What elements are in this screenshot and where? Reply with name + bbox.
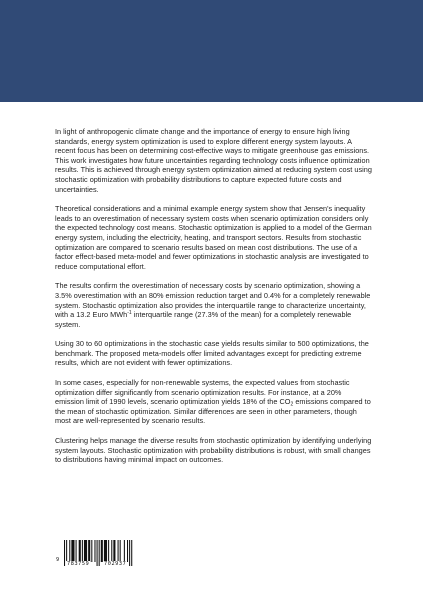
barcode-bar [131,540,132,566]
text-run: interquartile range (27.3% of the mean) for a completely renewable system. [55,310,352,329]
barcode-bar [82,540,83,562]
text-run: emissions compared to the mean of stochastic optimization. Similar differences are seen in other parameters, though most are well-represented by scenario results. [55,397,371,426]
back-cover-abstract [55,127,372,475]
barcode-bar [94,540,95,562]
barcode-bar [120,540,121,562]
subscript: 2 [290,401,294,408]
barcode-bar [108,540,109,562]
barcode-lead-digit: 9 [56,557,60,563]
barcode-bar [124,540,125,562]
barcode-bar [79,540,81,562]
paragraph: Clustering helps manage the diverse results from stochastic optimization by identifying underlying system layouts. Stochastic optimization with probability distributions is robust, with small changes to distributions having minimal impact on outcomes. [55,436,372,465]
barcode-bar [118,540,119,562]
barcode-bar [71,540,74,562]
text-run: The results confirm the overestimation of necessary costs by scenario optimization, showing a 3.5% overestimation with an 80% emission reduction target and 0.4% for a completely renewable system. Stochastic optimization also provides the interquartile range to characterize uncertainty, with a 13.2 Euro MWh [55,281,371,320]
cover-color-band [0,0,423,102]
barcode-bar [129,540,130,566]
paragraph: Using 30 to 60 optimizations in the stochastic case yields results similar to 500 optimizations, the benchmark. The proposed meta-models offer limited advantages except for predicting extreme results, which are not evident with fewer optimizations. [55,339,369,368]
paragraph: In light of anthropogenic climate change and the importance of energy to ensure high living standards, energy system optimization is used to explore different energy system layouts. A recent focus has been on determining cost-effective ways to mitigate greenhouse gas emissions. This work investigates how future uncertainties regarding technology costs influence optimization results. This is achieved through energy system optimization aimed at reducing system cost using stochastic optimization with probability distributions to capture expected future costs and uncertainties. [55,127,372,194]
barcode-bar [97,540,98,566]
paragraph [55,378,372,426]
barcode-bar [69,540,70,562]
barcode-bar [91,540,92,562]
paragraph [55,281,372,329]
barcode-bar [84,540,87,562]
barcode-bar [88,540,90,562]
barcode-bar [99,540,100,566]
superscript: -1 [127,310,132,317]
barcode-bar [76,540,77,562]
barcode-bar [111,540,112,562]
barcode-bar [104,540,107,562]
barcode-bar [64,540,65,566]
barcode-bar [113,540,115,562]
isbn-barcode [56,540,146,568]
paragraph: Theoretical considerations and a minimal example energy system show that Jensen's inequality leads to an overestimation of necessary system costs when scenario optimization considers only the expected technology cost means. Stochastic optimization is applied to a model of the German energy system, including the electricity, heating, and transport sectors. Results from stochastic optimization are compared to scenario results based on mean cost distributions. The use of a factor effect-based meta-model and fewer optimizations in stochastic analysis are investigated to reduce computational effort. [55,204,372,271]
barcode-digits-right: 702937 [104,561,127,567]
barcode-bar [127,540,128,562]
barcode-digits-left: 783759 [67,561,90,567]
text-run: In some cases, especially for non-renewable systems, the expected values from stochastic optimization differ significantly from scenario optimization results. For instance, at a 20% emission limit of 1990 levels, scenario optimization yields 18% of the CO [55,378,350,407]
barcode-bar [101,540,103,562]
